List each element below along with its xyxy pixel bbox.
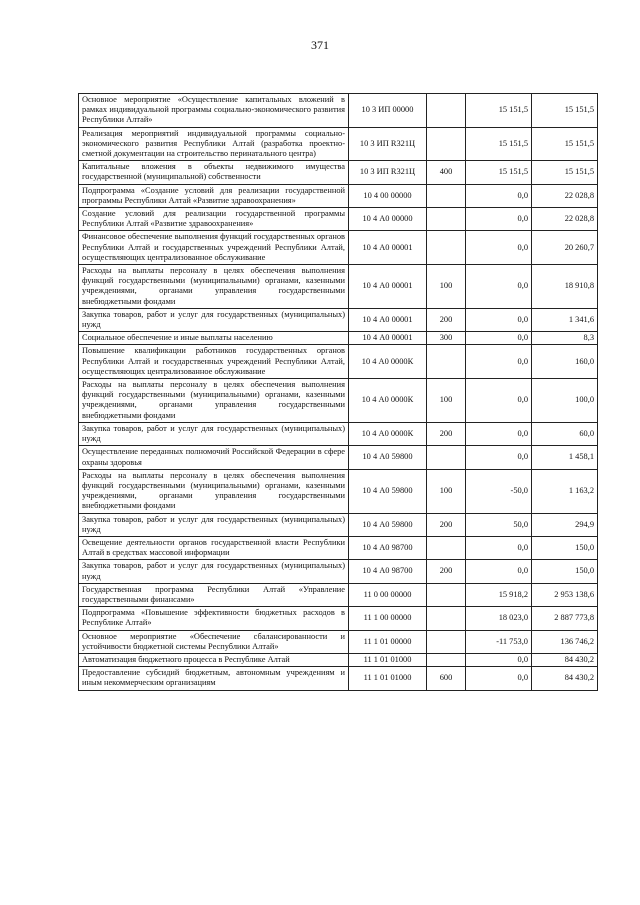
table-row [79, 379, 598, 423]
row-code-cell: 10 4 А0 98700 [349, 536, 427, 559]
row-name-cell: Освещение деятельности органов государственной власти Республики Алтай в средствах массовой информации [79, 536, 349, 559]
row-amount-change-cell: 0,0 [466, 422, 532, 445]
page-number: 371 [311, 38, 329, 52]
row-name-cell: Финансовое обеспечение выполнения функций государственных органов Республики Алтай и государственных учреждений Республики Алтай, осуществляющих централизованное обслуживание [79, 231, 349, 265]
row-amount-total-cell: 8,3 [532, 332, 598, 345]
row-amount-change-cell: 50,0 [466, 513, 532, 536]
table-row [79, 667, 598, 690]
row-name-cell: Социальное обеспечение и иные выплаты населению [79, 332, 349, 345]
row-expense-type-cell: 600 [427, 667, 466, 690]
budget-table-body [79, 94, 598, 691]
budget-table [78, 93, 598, 691]
row-amount-total-cell: 20 260,7 [532, 231, 598, 265]
table-row [79, 630, 598, 653]
row-code-cell: 10 4 А0 98700 [349, 560, 427, 583]
row-code-cell: 11 1 01 01000 [349, 667, 427, 690]
row-name-cell: Закупка товаров, работ и услуг для государственных (муниципальных) нужд [79, 422, 349, 445]
row-expense-type-cell [427, 345, 466, 379]
row-name-cell: Осуществление переданных полномочий Российской Федерации в сфере охраны здоровья [79, 446, 349, 469]
table-row [79, 127, 598, 161]
row-code-cell: 11 0 00 00000 [349, 583, 427, 606]
row-amount-change-cell: 0,0 [466, 184, 532, 207]
row-code-cell: 10 4 00 00000 [349, 184, 427, 207]
row-expense-type-cell: 200 [427, 422, 466, 445]
table-row [79, 607, 598, 630]
row-amount-total-cell: 15 151,5 [532, 161, 598, 184]
table-row [79, 536, 598, 559]
table-row [79, 345, 598, 379]
row-amount-total-cell: 100,0 [532, 379, 598, 423]
row-amount-total-cell: 18 910,8 [532, 265, 598, 309]
row-code-cell: 11 1 01 00000 [349, 630, 427, 653]
row-code-cell: 10 4 А0 59800 [349, 446, 427, 469]
row-expense-type-cell [427, 583, 466, 606]
row-amount-change-cell: 0,0 [466, 653, 532, 666]
row-code-cell: 10 3 ИП 00000 [349, 94, 427, 128]
table-row [79, 422, 598, 445]
row-amount-total-cell: 1 341,6 [532, 308, 598, 331]
row-expense-type-cell [427, 607, 466, 630]
table-row [79, 332, 598, 345]
row-code-cell: 10 3 ИП R321Ц [349, 127, 427, 161]
row-amount-change-cell: 0,0 [466, 379, 532, 423]
row-amount-change-cell: -11 753,0 [466, 630, 532, 653]
row-name-cell: Реализация мероприятий индивидуальной программы социально-экономического развития Республики Алтай (разработка проектно-сметной документации на строительство перинатального центра) [79, 127, 349, 161]
row-expense-type-cell: 100 [427, 379, 466, 423]
row-code-cell: 10 3 ИП R321Ц [349, 161, 427, 184]
row-amount-change-cell: 0,0 [466, 560, 532, 583]
row-expense-type-cell: 200 [427, 560, 466, 583]
table-row [79, 184, 598, 207]
row-amount-total-cell: 1 163,2 [532, 469, 598, 513]
row-amount-total-cell: 60,0 [532, 422, 598, 445]
table-row [79, 94, 598, 128]
row-expense-type-cell [427, 231, 466, 265]
row-expense-type-cell [427, 630, 466, 653]
row-expense-type-cell: 100 [427, 265, 466, 309]
row-name-cell: Создание условий для реализации государственной программы Республики Алтай «Развитие здравоохранения» [79, 208, 349, 231]
row-code-cell: 10 4 А0 0000К [349, 422, 427, 445]
row-amount-total-cell: 15 151,5 [532, 127, 598, 161]
row-name-cell: Расходы на выплаты персоналу в целях обеспечения выполнения функций государственными (муниципальными) органами, казенными учреждениями, органами управления государственными внебюджетными фондами [79, 469, 349, 513]
row-amount-total-cell: 150,0 [532, 536, 598, 559]
row-amount-total-cell: 84 430,2 [532, 667, 598, 690]
row-amount-change-cell: 15 151,5 [466, 94, 532, 128]
table-row [79, 583, 598, 606]
row-code-cell: 10 4 А0 00001 [349, 308, 427, 331]
table-row [79, 653, 598, 666]
row-amount-change-cell: 15 151,5 [466, 161, 532, 184]
row-amount-change-cell: 18 023,0 [466, 607, 532, 630]
row-expense-type-cell [427, 94, 466, 128]
row-code-cell: 11 1 00 00000 [349, 607, 427, 630]
row-code-cell: 10 4 А0 0000К [349, 345, 427, 379]
row-expense-type-cell: 300 [427, 332, 466, 345]
table-row [79, 208, 598, 231]
row-amount-total-cell: 1 458,1 [532, 446, 598, 469]
row-name-cell: Закупка товаров, работ и услуг для государственных (муниципальных) нужд [79, 560, 349, 583]
row-expense-type-cell: 200 [427, 513, 466, 536]
row-expense-type-cell: 200 [427, 308, 466, 331]
row-name-cell: Подпрограмма «Повышение эффективности бюджетных расходов в Республике Алтай» [79, 607, 349, 630]
row-amount-total-cell: 22 028,8 [532, 184, 598, 207]
row-name-cell: Подпрограмма «Создание условий для реализации государственной программы Республики Алтай «Развитие здравоохранения» [79, 184, 349, 207]
table-row [79, 308, 598, 331]
row-name-cell: Капитальные вложения в объекты недвижимого имущества государственной (муниципальной) собственности [79, 161, 349, 184]
row-amount-change-cell: 0,0 [466, 446, 532, 469]
row-name-cell: Закупка товаров, работ и услуг для государственных (муниципальных) нужд [79, 513, 349, 536]
row-code-cell: 10 4 А0 59800 [349, 469, 427, 513]
row-code-cell: 10 4 А0 00001 [349, 231, 427, 265]
table-row [79, 513, 598, 536]
row-expense-type-cell [427, 208, 466, 231]
row-expense-type-cell: 100 [427, 469, 466, 513]
row-amount-total-cell: 150,0 [532, 560, 598, 583]
row-amount-total-cell: 294,9 [532, 513, 598, 536]
row-name-cell: Повышение квалификации работников государственных органов Республики Алтай и государственных учреждений Республики Алтай, осуществляющих централизованное обслуживание [79, 345, 349, 379]
row-name-cell: Автоматизация бюджетного процесса в Республике Алтай [79, 653, 349, 666]
row-amount-total-cell: 2 887 773,8 [532, 607, 598, 630]
row-amount-total-cell: 160,0 [532, 345, 598, 379]
row-amount-total-cell: 136 746,2 [532, 630, 598, 653]
row-expense-type-cell [427, 127, 466, 161]
row-code-cell: 10 4 А0 00001 [349, 265, 427, 309]
row-amount-total-cell: 2 953 138,6 [532, 583, 598, 606]
row-amount-change-cell: 0,0 [466, 667, 532, 690]
row-amount-change-cell: 0,0 [466, 308, 532, 331]
row-amount-change-cell: 0,0 [466, 332, 532, 345]
row-amount-total-cell: 15 151,5 [532, 94, 598, 128]
row-amount-change-cell: 0,0 [466, 345, 532, 379]
row-amount-change-cell: 0,0 [466, 208, 532, 231]
row-amount-total-cell: 84 430,2 [532, 653, 598, 666]
table-row [79, 231, 598, 265]
row-name-cell: Государственная программа Республики Алтай «Управление государственными финансами» [79, 583, 349, 606]
row-name-cell: Расходы на выплаты персоналу в целях обеспечения выполнения функций государственными (муниципальными) органами, казенными учреждениями, органами управления государственными внебюджетными фондами [79, 379, 349, 423]
row-code-cell: 10 4 А0 00000 [349, 208, 427, 231]
row-amount-change-cell: 0,0 [466, 265, 532, 309]
table-row [79, 446, 598, 469]
row-expense-type-cell [427, 446, 466, 469]
row-name-cell: Основное мероприятие «Обеспечение сбалансированности и устойчивости бюджетной системы Республики Алтай» [79, 630, 349, 653]
table-row [79, 560, 598, 583]
row-code-cell: 10 4 А0 0000К [349, 379, 427, 423]
row-expense-type-cell: 400 [427, 161, 466, 184]
row-amount-change-cell: 15 918,2 [466, 583, 532, 606]
row-amount-change-cell: 15 151,5 [466, 127, 532, 161]
row-name-cell: Основное мероприятие «Осуществление капитальных вложений в рамках индивидуальной программы социально-экономического развития Республики Алтай» [79, 94, 349, 128]
row-code-cell: 10 4 А0 00001 [349, 332, 427, 345]
row-amount-change-cell: -50,0 [466, 469, 532, 513]
table-row [79, 161, 598, 184]
row-amount-total-cell: 22 028,8 [532, 208, 598, 231]
row-name-cell: Расходы на выплаты персоналу в целях обеспечения выполнения функций государственными (муниципальными) органами, казенными учреждениями, органами управления государственными внебюджетными фондами [79, 265, 349, 309]
row-code-cell: 11 1 01 01000 [349, 653, 427, 666]
row-name-cell: Предоставление субсидий бюджетным, автономным учреждениям и иным некоммерческим организациям [79, 667, 349, 690]
row-code-cell: 10 4 А0 59800 [349, 513, 427, 536]
row-expense-type-cell [427, 184, 466, 207]
row-expense-type-cell [427, 653, 466, 666]
row-amount-change-cell: 0,0 [466, 536, 532, 559]
table-row [79, 265, 598, 309]
table-row [79, 469, 598, 513]
row-expense-type-cell [427, 536, 466, 559]
row-amount-change-cell: 0,0 [466, 231, 532, 265]
row-name-cell: Закупка товаров, работ и услуг для государственных (муниципальных) нужд [79, 308, 349, 331]
